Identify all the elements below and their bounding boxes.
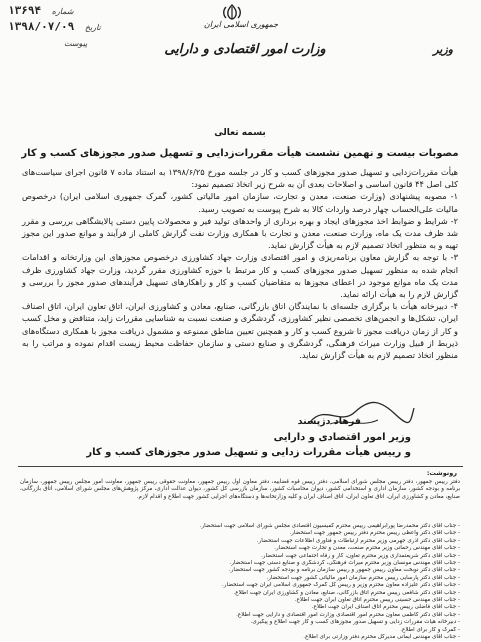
list-item: - جناب آقای دکتر پارسایی رییس محترم سازمان امور مالیاتی کشور جهت استحضار.: [266, 574, 460, 581]
list-item: - جناب آقای مهندس ایمانی مدیرکل محترم دفتر وزارتی برای اطلاع.: [303, 634, 460, 641]
signatory-title-2: و رییس هیأت مقررات زدایی و تسهیل صدور مجوزهای کسب و کار: [86, 447, 411, 458]
document-title: مصوبات بیست و نهمین نشست هیأت مقررات‌زدایی و تسهیل صدور مجوزهای کسب و کار: [21, 148, 459, 159]
list-item: - جناب آقای فاضلی رییس محترم اتاق اصناف ایران جهت اطلاع.: [311, 604, 460, 611]
list-item: - جناب آقای دکتر کاظمی معاون محترم امور اقتصادی وزارت امور اقتصادی و دارایی جهت اطلاع.: [236, 611, 460, 618]
minister-label: وزیر: [433, 43, 453, 56]
resolution-1: ۱- مصوبه پیشنهادی (وزارت صنعت، معدن و تجارت، سازمان امور مالیاتی کشور، گمرک جمهوری اسلامی ایران) درخصوص مالیات علی‌الحساب چهار درصد واردات کالا به شرح پیوست به تصویب رسید.: [22, 191, 458, 214]
list-item: - جناب آقای دکتر علیزاده معاون محترم وزیر و رییس کل گمرک جمهوری اسلامی ایران جهت استحضار.: [222, 582, 460, 589]
letter-date: ۱۳۹۸/۰۷/۰۹: [8, 20, 75, 33]
letter-number: ۱۳۶۹۴: [8, 4, 42, 17]
signatory-title-1: وزیر امور اقتصادی و دارایی: [273, 432, 411, 443]
letter-date-row: [8, 20, 101, 33]
list-item: - جناب آقای دکتر محمدرضا پورابراهیمی رییس محترم کمیسیون اقتصادی مجلس شورای اسلامی جهت استحضار.: [199, 523, 460, 529]
letter-number-label: شماره: [51, 7, 74, 16]
list-item: - جناب آقای مهندس رحمانی وزیر محترم صنعت، معدن و تجارت جهت استحضار.: [274, 545, 460, 552]
ministry-heading: وزارت امور اقتصادی و دارایی: [164, 42, 326, 57]
resolution-3: ۳- با توجه به گزارش معاون برنامه‌ریزی و امور اقتصادی وزارت جهاد کشاورزی درخصوص مجوزهای این وزارتخانه و اقدامات انجام شده به منظور تسهیل صدور مجوزهای کسب و کار مرتبط با حوزه کشاورزی مقرر گردید، وزارت جهاد کشاورزی ظرف مدت یک ماه موانع موجود در اعطای مجوزها به متقاضیان کسب و کار و راهکارهای تسهیل فرآیندهای صدور مجوز را بررسی و گزارش لازم را به هیأت ارائه نماید.: [22, 252, 458, 300]
signatory-name: فرهاد دژپسند: [297, 416, 361, 427]
divider: [18, 466, 463, 467]
resolution-2: ۲- شرایط و ضوابط اخذ مجوزهای ایجاد و بهره برداری از واحدهای تولید فیر و محصولات پایین دستی پالایشگاهی بررسی و مقرر شد ظرف مدت یک ماه، وزارت صنعت، معدن و تجارت با همکاری وزارت نفت گزارش کاملی از فرآیند و موانع صدور این مجوز تهیه و به منظور اتخاذ تصمیم لازم به هیأت گزارش نماید.: [22, 215, 458, 251]
list-item: - جناب آقای دکتر نوبخت معاون رییس جمهور و رییس سازمان برنامه و بودجه کشور جهت استحضار.: [228, 567, 460, 574]
letter-date-label: تاریخ: [84, 23, 101, 32]
cc-heading: رونوشت:: [426, 469, 457, 477]
resolution-4: ۴- دبیرخانه هیأت با برگزاری جلسه‌ای با نمایندگان اتاق بازرگانی، صنایع، معادن و کشاورزی ایران، اتاق تعاون ایران، اتاق اصناف ایران، تشکل‌ها و انجمن‌های تخصصی نظیر کشاورزی، گردشگری و صنعت نسبت به شناسایی مقررات زاید، متناقض و مخل کسب و کار از زمان دریافت مجوز تا شروع کسب و کار و همچنین تعیین مناطق ممنوعه و مشمول دریافت مجوز با همکاری دستگاه‌های ذیربط از قبیل وزارت میراث فرهنگی، گردشگری و صنایع دستی و سازمان حفاظت محیط زیست اقدام نموده و مراتب را به منظور اتخاذ تصمیم لازم به هیأت گزارش نماید.: [22, 301, 458, 361]
list-item: - گمرک و کار برای اطلاع.: [400, 626, 460, 633]
list-item: - دبیرخانه هیأت مقررات زدایی و تسهیل صدور مجوزهای کسب و کار جهت اطلاع و پیگیری.: [250, 619, 460, 626]
cc-paragraph: دفتر رییس جمهور، دفتر رییس مجلس شورای اسلامی، دفتر رییس قوه قضاییه، دفتر معاون اول رییس جمهور، معاونت حقوقی رییس جمهور، معاونت امور مجلس رییس جمهور، سازمان برنامه و بودجه کشور، سازمان اداری و استخدامی کشور، دیوان محاسبات کشور، سازمان بازرسی کل کشور، دیوان عدالت اداری، مرکز پژوهش‌های مجلس شورای اسلامی، اتاق بازرگانی، صنایع، معادن و کشاورزی ایران، اتاق تعاون ایران، اتاق اصناف ایران و کلیه وزارتخانه‌ها و دستگاه‌های اجرایی کشور جهت اطلاع و اقدام لازم.: [20, 479, 460, 500]
republic-heading: جمهوری اسلامی ایران: [203, 20, 279, 29]
list-item: - جناب آقای دکتر شریعتمداری وزیر محترم تعاون، کار و رفاه اجتماعی جهت استحضار.: [261, 552, 460, 559]
list-item: - جناب آقای دکتر واعظی رییس محترم دفتر رییس جمهور جهت استحضار.: [289, 530, 460, 537]
iran-emblem-icon: [217, 4, 247, 20]
list-item: - جناب آقای دکتر آذری جهرمی وزیر محترم ارتباطات و فناوری اطلاعات جهت استحضار.: [256, 537, 460, 544]
letter-number-row: [8, 4, 74, 17]
letter-attachment-label: پیوست: [64, 39, 88, 48]
bismillah-heading: بسمه تعالی: [214, 128, 266, 138]
letter-body: [22, 166, 458, 361]
handwritten-signature: [297, 394, 420, 434]
list-item: - جناب آقای دکتر شافعی رییس محترم اتاق بازرگانی، صنایع، معادن و کشاورزی ایران جهت اطلاع.: [233, 589, 460, 596]
letter-attachment-row: [60, 36, 87, 49]
cc-list: [20, 523, 460, 642]
intro-paragraph: هیأت مقررات‌زدایی و تسهیل صدور مجوزهای کسب و کار در جلسه مورخ ۱۳۹۸/۶/۲۵ به استناد ماده ۷ قانون اجرای سیاست‌های کلی اصل ۴۴ قانون اساسی و اصلاحات بعدی آن به شرح زیر اتخاذ تصمیم نمود:: [22, 167, 458, 190]
list-item: - جناب آقای مهندس حسینی رییس محترم اتاق تعاون ایران جهت اطلاع.: [294, 597, 460, 604]
list-item: - جناب آقای مهندس مونسان وزیر محترم میراث فرهنگی، گردشگری و صنایع دستی جهت استحضار.: [229, 560, 460, 567]
